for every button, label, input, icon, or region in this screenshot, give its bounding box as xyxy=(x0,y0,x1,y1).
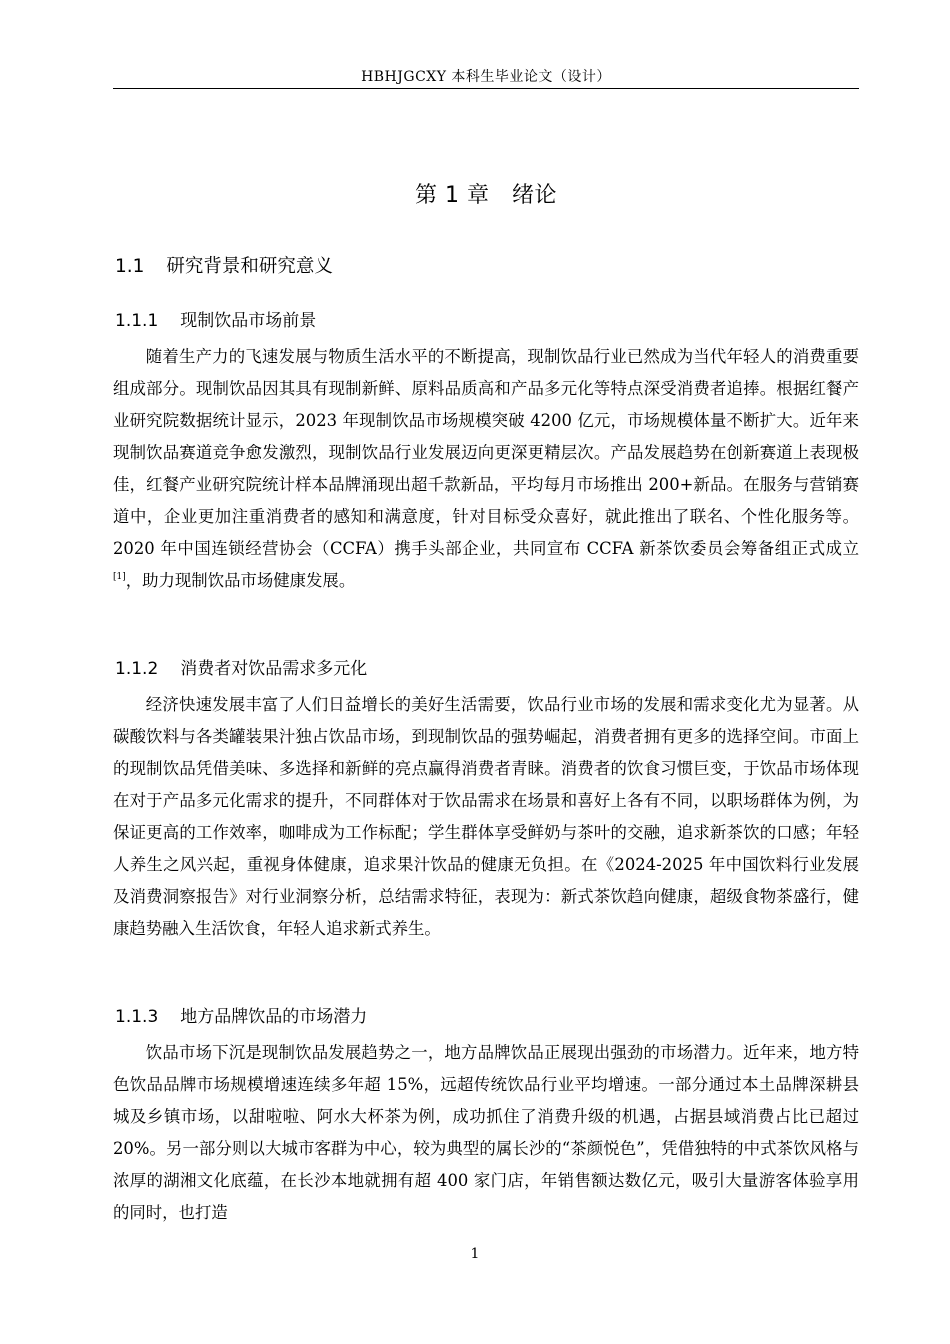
subsection-title: 地方品牌饮品的市场潜力 xyxy=(180,1007,368,1027)
citation-mark: [1] xyxy=(113,572,126,582)
section-heading xyxy=(115,252,333,278)
paragraph-text: 随着生产力的飞速发展与物质生活水平的不断提高，现制饮品行业已然成为当代年轻人的消费重要组成部分。现制饮品因其具有现制新鲜、原料品质高和产品多元化等特点深受消费者追捧。根据红餐产业研究院数据统计显示，2023 年现制饮品市场规模突破 4200 亿元，市场规模体量不断扩大。近年来现制饮品赛道竞争愈发激烈，现制饮品行业发展迈向更深更精层次。产品发展趋势在创新赛道上表现极佳，红餐产业研究院统计样本品牌涌现出超千款新品，平均每月市场推出 200+新品。在服务与营销赛道中，企业更加注重消费者的感知和满意度，针对目标受众喜好，就此推出了联名、个性化服务等。2020 年中国连锁经营协会（CCFA）携手头部企业，共同宣布 CCFA 新茶饮委员会筹备组正式成立 xyxy=(113,347,859,558)
chapter-title: 第 1 章 绪论 xyxy=(415,183,557,208)
subsection-number: 1.1.2 xyxy=(115,659,159,679)
subsection-heading-2 xyxy=(115,654,367,679)
header-rule xyxy=(113,88,859,89)
body-paragraph-3: 饮品市场下沉是现制饮品发展趋势之一，地方品牌饮品正展现出强劲的市场潜力。近年来，地方特色饮品品牌市场规模增速连续多年超 15%，远超传统饮品行业平均增速。一部分通过本土品牌深耕县城及乡镇市场，以甜啦啦、阿水大杯茶为例，成功抓住了消费升级的机遇，占据县域消费占比已超过 20%。另一部分则以大城市客群为中心，较为典型的属长沙的“茶颜悦色”，凭借独特的中式茶饮风格与浓厚的湖湘文化底蕴，在长沙本地就拥有超 400 家门店，年销售额达数亿元，吸引大量游客体验享用的同时，也打造 xyxy=(113,1043,859,1222)
running-header: HBHJGCXY 本科生毕业论文（设计） xyxy=(361,69,611,85)
body-paragraph-2: 经济快速发展丰富了人们日益增长的美好生活需要，饮品行业市场的发展和需求变化尤为显著。从碳酸饮料与各类罐装果汁独占饮品市场，到现制饮品的强势崛起，消费者拥有更多的选择空间。市面上的现制饮品凭借美味、多选择和新鲜的亮点赢得消费者青睐。消费者的饮食习惯巨变，于饮品市场体现在对于产品多元化需求的提升，不同群体对于饮品需求在场景和喜好上各有不同，以职场群体为例，为保证更高的工作效率，咖啡成为工作标配；学生群体享受鲜奶与茶叶的交融，追求新茶饮的口感；年轻人养生之风兴起，重视身体健康，追求果汁饮品的健康无负担。在《2024-2025 年中国饮料行业发展及消费洞察报告》对行业洞察分析，总结需求特征，表现为：新式茶饮趋向健康，超级食物茶盛行，健康趋势融入生活饮食，年轻人追求新式养生。 xyxy=(113,695,859,938)
subsection-heading-3 xyxy=(115,1002,367,1027)
page-number: 1 xyxy=(470,1246,480,1262)
subsection-number: 1.1.3 xyxy=(115,1007,159,1027)
section-number: 1.1 xyxy=(115,256,145,277)
paragraph-text-tail: ，助力现制饮品市场健康发展。 xyxy=(125,571,356,590)
subsection-number: 1.1.1 xyxy=(115,311,159,331)
subsection-title: 消费者对饮品需求多元化 xyxy=(180,659,368,679)
section-title: 研究背景和研究意义 xyxy=(166,256,333,277)
subsection-title: 现制饮品市场前景 xyxy=(180,311,317,331)
body-paragraph-1 xyxy=(113,341,859,597)
subsection-heading-1 xyxy=(115,306,316,331)
